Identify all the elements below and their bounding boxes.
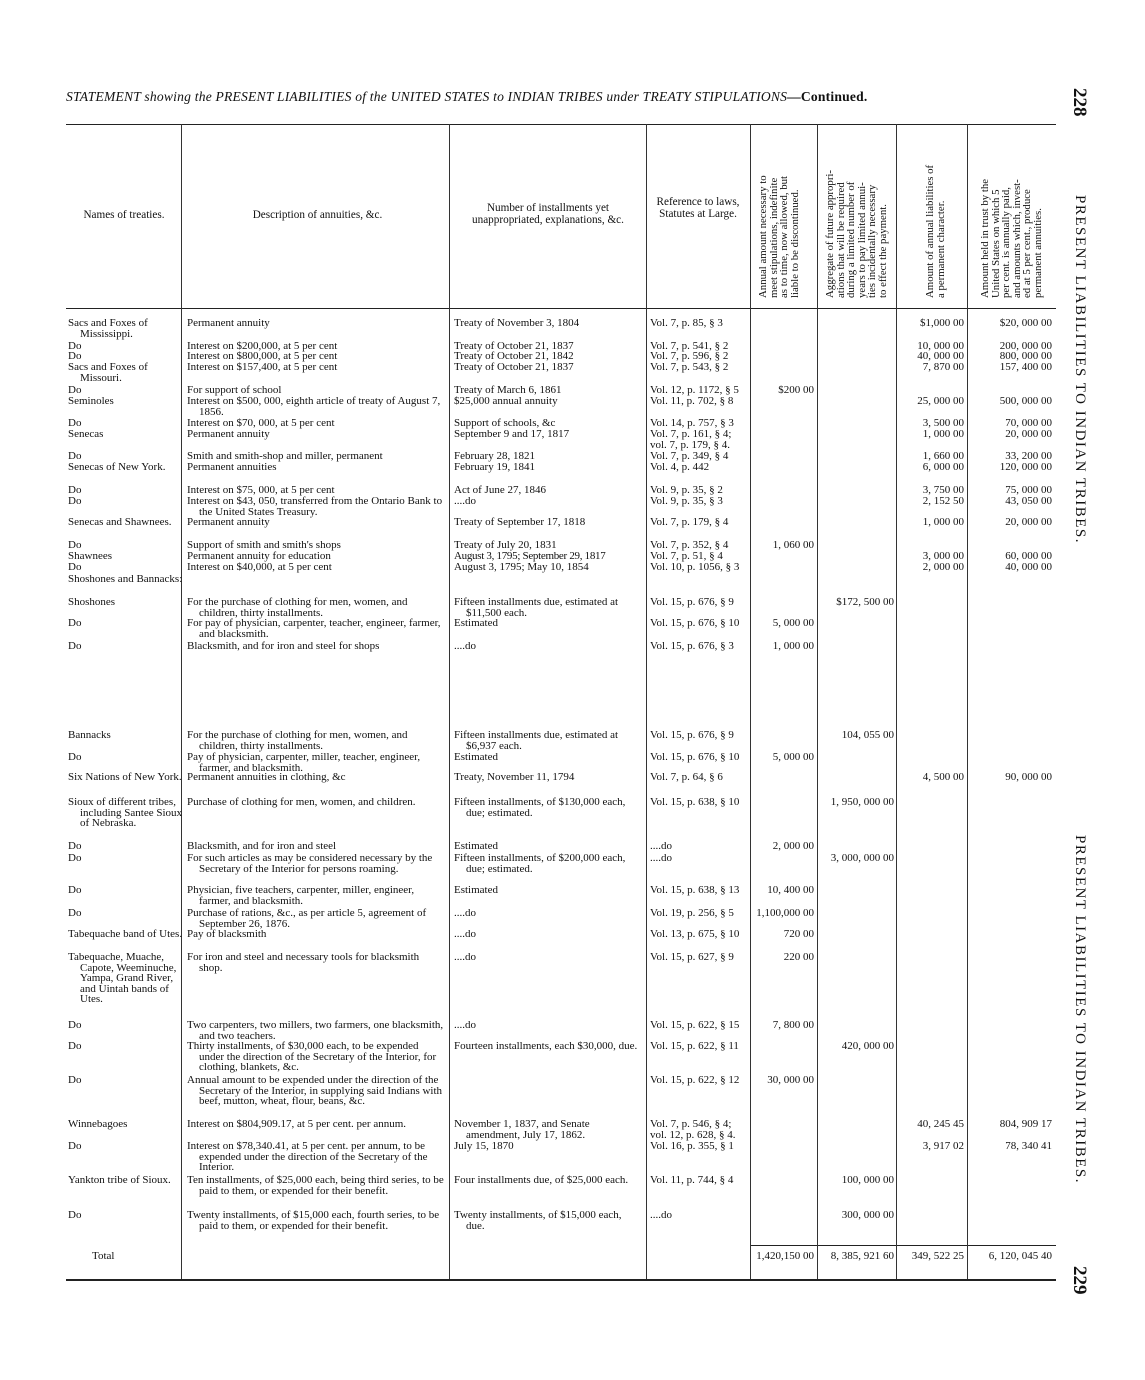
- cell-installments: Treaty of October 21, 1842: [454, 350, 574, 362]
- cell-description: Interest on $157,400, at 5 per cent: [187, 361, 338, 373]
- cell-name: Do: [68, 617, 82, 629]
- cell-installments: Estimated: [454, 840, 498, 852]
- cell-installments: February 28, 1821: [454, 450, 535, 462]
- col-divider-7: [967, 124, 968, 1279]
- cell-installments: Support of schools, &c: [454, 417, 556, 429]
- cell-name: Seminoles: [68, 395, 114, 407]
- cell-installments: July 15, 1870: [454, 1140, 514, 1152]
- cell-installments: Fifteen installments, of $200,000 each, due; estimated.: [454, 852, 626, 875]
- cell-installments: Treaty of July 20, 1831: [454, 539, 557, 551]
- cell-description: Interest on $78,340.41, at 5 per cent. per annum, to be expended under the direction of the Secretary of the Interior.: [187, 1140, 428, 1174]
- cell-reference: Vol. 7, p. 64, § 6: [650, 771, 723, 783]
- total-trust: 6, 120, 045 40: [988, 1250, 1052, 1262]
- cell-trust: 70, 000 00: [1005, 417, 1052, 429]
- cell-name: Do: [68, 450, 82, 462]
- cell-annual: $200 00: [778, 384, 814, 396]
- subtotal-rule: [750, 1245, 1056, 1246]
- cell-annual: 220 00: [783, 951, 814, 963]
- cell-reference: Vol. 7, p. 596, § 2: [650, 350, 729, 362]
- cell-name: Do: [68, 384, 82, 396]
- cell-installments: November 1, 1837, and Senate amendment, July 17, 1862.: [454, 1118, 590, 1141]
- cell-description: Thirty installments, of $30,000 each, to be expended under the direction of the Secretary of the Interior, for clothing, blankets, &c.: [187, 1040, 437, 1074]
- cell-reference: Vol. 15, p. 638, § 13: [650, 884, 740, 896]
- header-trust-line: and amounts which, invest-: [1010, 179, 1023, 298]
- title-text: STATEMENT showing the PRESENT LIABILITIES of the UNITED STATES to INDIAN TRIBES under TREATY STIPULATIONS: [66, 89, 788, 104]
- cell-name: Do: [68, 840, 82, 852]
- cell-trust: 33, 200 00: [1005, 450, 1052, 462]
- cell-annual: 10, 400 00: [767, 884, 814, 896]
- header-annual-line: liable to be discontinued.: [788, 189, 801, 298]
- cell-installments: August 3, 1795; May 10, 1854: [454, 561, 589, 573]
- cell-permanent: $1,000 00: [920, 317, 964, 329]
- cell-permanent: 2, 000 00: [922, 561, 964, 573]
- cell-installments: Four installments due, of $25,000 each.: [454, 1174, 629, 1186]
- cell-annual: 5, 000 00: [772, 751, 814, 763]
- cell-description: Purchase of clothing for men, women, and children.: [187, 796, 416, 808]
- cell-reference: Vol. 7, p. 85, § 3: [650, 317, 723, 329]
- header-aggregate-line: Aggregate of future appropri-: [824, 169, 836, 298]
- cell-description: Blacksmith, and for iron and steel for shops: [187, 640, 380, 652]
- cell-reference: Vol. 15, p. 676, § 10: [650, 617, 740, 629]
- cell-aggregate: 100, 000 00: [841, 1174, 894, 1186]
- total-annual: 1,420,150 00: [756, 1250, 814, 1262]
- cell-description: For the purchase of clothing for men, women, and children, thirty installments.: [187, 596, 408, 619]
- cell-description: Twenty installments, of $15,000 each, fourth series, to be paid to them, or expended for their benefit.: [187, 1209, 440, 1232]
- cell-description: Blacksmith, and for iron and steel: [187, 840, 337, 852]
- cell-trust: $20, 000 00: [999, 317, 1052, 329]
- cell-installments: Estimated: [454, 751, 498, 763]
- cell-description: Permanent annuity for education: [187, 550, 331, 562]
- cell-description: Permanent annuity: [187, 428, 270, 440]
- cell-name: Do: [68, 1074, 82, 1086]
- col-divider-6: [896, 124, 897, 1279]
- cell-reference: ....do: [650, 840, 672, 852]
- cell-installments: September 9 and 17, 1817: [454, 428, 570, 440]
- cell-reference: Vol. 14, p. 757, § 3: [650, 417, 734, 429]
- cell-aggregate: 3, 000, 000 00: [830, 852, 894, 864]
- cell-permanent: 7, 870 00: [922, 361, 964, 373]
- header-aggregate-line: ties incidentally necessary: [866, 184, 878, 298]
- cell-installments: Fifteen installments, of $130,000 each, due; estimated.: [454, 796, 626, 819]
- cell-permanent: 1, 000 00: [922, 428, 964, 440]
- cell-name: Do: [68, 417, 82, 429]
- cell-name: Do: [68, 340, 82, 352]
- cell-permanent: 6, 000 00: [922, 461, 964, 473]
- page-number-top: 228: [1069, 88, 1090, 117]
- header-reference: Reference to laws, Statutes at Large.: [656, 196, 740, 220]
- cell-permanent: 4, 500 00: [922, 771, 964, 783]
- total-label: Total: [92, 1250, 115, 1262]
- cell-installments: Treaty, November 11, 1794: [454, 771, 575, 783]
- cell-installments: Fourteen installments, each $30,000, due.: [454, 1040, 638, 1052]
- cell-reference: Vol. 15, p. 627, § 9: [650, 951, 734, 963]
- cell-reference: Vol. 7, p. 51, § 4: [650, 550, 723, 562]
- cell-description: Permanent annuity: [187, 516, 270, 528]
- cell-permanent: 1, 660 00: [922, 450, 964, 462]
- cell-reference: Vol. 15, p. 622, § 15: [650, 1019, 740, 1031]
- cell-reference: Vol. 10, p. 1056, § 3: [650, 561, 740, 573]
- cell-aggregate: $172, 500 00: [836, 596, 894, 608]
- cell-trust: 200, 000 00: [999, 340, 1052, 352]
- cell-description: Permanent annuities in clothing, &c: [187, 771, 346, 783]
- cell-name: Do: [68, 495, 82, 507]
- cell-aggregate: 104, 055 00: [841, 729, 894, 741]
- cell-trust: 40, 000 00: [1005, 561, 1052, 573]
- cell-name: Sacs and Foxes of Mississippi.: [68, 317, 148, 340]
- cell-name: Do: [68, 640, 82, 652]
- header-trust-line: permanent annuities.: [1031, 208, 1044, 298]
- cell-description: Two carpenters, two millers, two farmers, one blacksmith, and two teachers.: [187, 1019, 444, 1042]
- cell-reference: Vol. 15, p. 622, § 12: [650, 1074, 740, 1086]
- cell-description: For such articles as may be considered necessary by the Secretary of the Interior for persons roaming.: [187, 852, 433, 875]
- cell-description: For support of school: [187, 384, 282, 396]
- cell-description: Smith and smith-shop and miller, permanent: [187, 450, 383, 462]
- cell-description: For the purchase of clothing for men, women, and children, thirty installments.: [187, 729, 408, 752]
- cell-description: Annual amount to be expended under the direction of the Secretary of the Interior, in supplying said Indians with beef, mutton, wheat, flour, beans, &c.: [187, 1074, 443, 1108]
- cell-name: Do: [68, 852, 82, 864]
- cell-reference: Vol. 7, p. 543, § 2: [650, 361, 729, 373]
- cell-name: Do: [68, 350, 82, 362]
- col-divider-2: [449, 124, 450, 1279]
- cell-name: Yankton tribe of Sioux.: [68, 1174, 171, 1186]
- cell-permanent: 25, 000 00: [917, 395, 964, 407]
- header-trust-line: Amount held in trust by the: [979, 178, 991, 298]
- cell-description: Permanent annuities: [187, 461, 277, 473]
- cell-reference: Vol. 9, p. 35, § 3: [650, 495, 723, 507]
- header-permanent-line: a permanent character.: [934, 200, 947, 298]
- cell-description: Interest on $200,000, at 5 per cent: [187, 340, 338, 352]
- header-trust-line: ed at 5 per cent., produce: [1021, 189, 1033, 298]
- cell-permanent: 40, 245 45: [917, 1118, 964, 1130]
- cell-name: Senecas and Shawnees.: [68, 516, 172, 528]
- cell-name: Sacs and Foxes of Missouri.: [68, 361, 148, 384]
- cell-installments: ....do: [454, 907, 476, 919]
- cell-description: Pay of blacksmith: [187, 928, 267, 940]
- cell-trust: 78, 340 41: [1005, 1140, 1052, 1152]
- col-divider-1: [181, 124, 182, 1279]
- cell-reference: Vol. 7, p. 546, § 4; vol. 12, p. 628, § 4.: [650, 1118, 736, 1141]
- cell-trust: 804, 909 17: [999, 1118, 1052, 1130]
- cell-reference: Vol. 15, p. 676, § 3: [650, 640, 734, 652]
- page-number-bottom: 229: [1069, 1266, 1090, 1295]
- header-annual-line: Annual amount necessary to: [757, 175, 769, 298]
- cell-description: Interest on $70, 000, at 5 per cent: [187, 417, 335, 429]
- cell-permanent: 3, 750 00: [922, 484, 964, 496]
- cell-installments: ....do: [454, 951, 476, 963]
- cell-reference: Vol. 7, p. 349, § 4: [650, 450, 729, 462]
- cell-permanent: 10, 000 00: [917, 340, 964, 352]
- header-annual-line: as to time, now allowed, but: [778, 175, 790, 298]
- cell-name: Do: [68, 884, 82, 896]
- cell-description: Pay of physician, carpenter, miller, teacher, engineer, farmer, and blacksmith.: [187, 751, 421, 774]
- cell-trust: 20, 000 00: [1005, 516, 1052, 528]
- cell-description: Permanent annuity: [187, 317, 270, 329]
- cell-annual: 5, 000 00: [772, 617, 814, 629]
- col-divider-5: [817, 124, 818, 1279]
- cell-permanent: 40, 000 00: [917, 350, 964, 362]
- cell-reference: Vol. 9, p. 35, § 2: [650, 484, 723, 496]
- cell-description: Interest on $800,000, at 5 per cent: [187, 350, 338, 362]
- cell-trust: 90, 000 00: [1005, 771, 1052, 783]
- cell-name: Do: [68, 1140, 82, 1152]
- cell-name: Do: [68, 484, 82, 496]
- header-aggregate-line: to effect the payment.: [876, 204, 889, 298]
- header-annual-amount: [758, 175, 800, 298]
- cell-installments: August 3, 1795; September 29, 1817: [454, 550, 606, 562]
- cell-trust: 157, 400 00: [999, 361, 1052, 373]
- cell-installments: Estimated: [454, 617, 498, 629]
- cell-name: Do: [68, 539, 82, 551]
- cell-permanent: 3, 500 00: [922, 417, 964, 429]
- header-installments: Number of installments yet unappropriated, explanations, &c.: [472, 202, 624, 226]
- header-trust: [980, 179, 1043, 298]
- cell-installments: Treaty of October 21, 1837: [454, 361, 574, 373]
- title-continued: —Continued.: [787, 89, 868, 104]
- header-trust-line: per cent. is annually paid,: [1000, 187, 1012, 298]
- cell-name: Senecas: [68, 428, 104, 440]
- cell-reference: Vol. 15, p. 676, § 10: [650, 751, 740, 763]
- cell-name: Do: [68, 561, 82, 573]
- cell-reference: Vol. 7, p. 541, § 2: [650, 340, 729, 352]
- cell-name: Tabequache band of Utes.: [68, 928, 183, 940]
- cell-description: For pay of physician, carpenter, teacher, engineer, farmer, and blacksmith.: [187, 617, 441, 640]
- cell-name: Do: [68, 751, 82, 763]
- cell-permanent: 2, 152 50: [922, 495, 964, 507]
- cell-reference: Vol. 15, p. 676, § 9: [650, 729, 734, 741]
- cell-name: Shoshones: [68, 596, 116, 608]
- cell-installments: $25,000 annual annuity: [454, 395, 558, 407]
- cell-reference: Vol. 15, p. 622, § 11: [650, 1040, 739, 1052]
- cell-installments: ....do: [454, 1019, 476, 1031]
- cell-name: Do: [68, 907, 82, 919]
- cell-reference: Vol. 7, p. 352, § 4: [650, 539, 729, 551]
- cell-name: Shawnees: [68, 550, 112, 562]
- side-heading-lower: PRESENT LIABILITIES TO INDIAN TRIBES.: [1072, 835, 1088, 1184]
- cell-reference: Vol. 19, p. 256, § 5: [650, 907, 734, 919]
- cell-reference: Vol. 15, p. 676, § 9: [650, 596, 734, 608]
- cell-aggregate: 420, 000 00: [841, 1040, 894, 1052]
- cell-description: Interest on $43, 050, transferred from the Ontario Bank to the United States Treasury.: [187, 495, 443, 518]
- cell-installments: Treaty of March 6, 1861: [454, 384, 562, 396]
- cell-installments: Treaty of October 21, 1837: [454, 340, 574, 352]
- cell-installments: Treaty of November 3, 1804: [454, 317, 580, 329]
- cell-annual: 30, 000 00: [767, 1074, 814, 1086]
- total-permanent: 349, 522 25: [911, 1250, 964, 1262]
- cell-aggregate: 1, 950, 000 00: [830, 796, 894, 808]
- header-permanent-line: Amount of annual liabilities of: [924, 164, 936, 298]
- cell-name: Senecas of New York.: [68, 461, 166, 473]
- cell-trust: 500, 000 00: [999, 395, 1052, 407]
- cell-trust: 43, 050 00: [1005, 495, 1052, 507]
- header-aggregate-line: ations that will be required: [834, 182, 847, 298]
- cell-annual: 2, 000 00: [772, 840, 814, 852]
- cell-permanent: 3, 917 02: [922, 1140, 964, 1152]
- header-description: Description of annuities, &c.: [252, 209, 383, 221]
- cell-name: Bannacks: [68, 729, 111, 741]
- cell-name: Shoshones and Bannacks:: [68, 573, 183, 585]
- cell-reference: Vol. 15, p. 638, § 10: [650, 796, 740, 808]
- cell-installments: Treaty of September 17, 1818: [454, 516, 586, 528]
- cell-description: Purchase of rations, &c., as per article 5, agreement of September 26, 1876.: [187, 907, 427, 930]
- cell-annual: 1,100,000 00: [756, 907, 814, 919]
- header-permanent: [925, 165, 946, 298]
- cell-reference: Vol. 16, p. 355, § 1: [650, 1140, 734, 1152]
- cell-name: Do: [68, 1209, 82, 1221]
- cell-installments: Fifteen installments due, estimated at $6,937 each.: [454, 729, 619, 752]
- cell-reference: ....do: [650, 852, 672, 864]
- cell-reference: Vol. 4, p. 442: [650, 461, 710, 473]
- cell-reference: Vol. 7, p. 161, § 4; vol. 7, p. 179, § 4.: [650, 428, 732, 451]
- cell-annual: 720 00: [783, 928, 814, 940]
- cell-installments: February 19, 1841: [454, 461, 535, 473]
- cell-description: Interest on $804,909.17, at 5 per cent. per annum.: [187, 1118, 407, 1130]
- cell-reference: Vol. 11, p. 702, § 8: [650, 395, 734, 407]
- cell-annual: 1, 060 00: [772, 539, 814, 551]
- cell-description: Interest on $40,000, at 5 per cent: [187, 561, 332, 573]
- cell-description: Interest on $75, 000, at 5 per cent: [187, 484, 335, 496]
- cell-trust: 800, 000 00: [999, 350, 1052, 362]
- cell-description: Physician, five teachers, carpenter, miller, engineer, farmer, and blacksmith.: [187, 884, 415, 907]
- cell-name: Six Nations of New York.: [68, 771, 182, 783]
- total-aggregate: 8, 385, 921 60: [830, 1250, 894, 1262]
- cell-trust: 20, 000 00: [1005, 428, 1052, 440]
- cell-annual: 1, 000 00: [772, 640, 814, 652]
- cell-reference: Vol. 7, p. 179, § 4: [650, 516, 729, 528]
- header-names: Names of treaties.: [83, 209, 165, 221]
- cell-name: Do: [68, 1019, 82, 1031]
- side-heading-upper: PRESENT LIABILITIES TO INDIAN TRIBES.: [1072, 195, 1088, 544]
- cell-installments: ....do: [454, 640, 476, 652]
- cell-name: Winnebagoes: [68, 1118, 128, 1130]
- table-top-rule: [66, 124, 1056, 125]
- table-bottom-rule: [66, 1279, 1056, 1281]
- header-bottom-rule: [66, 308, 1056, 309]
- header-trust-line: United States on which 5: [989, 189, 1002, 298]
- cell-trust: 75, 000 00: [1005, 484, 1052, 496]
- header-aggregate-line: during a limited number of: [845, 181, 857, 298]
- cell-description: Support of smith and smith's shops: [187, 539, 341, 551]
- cell-installments: ....do: [454, 928, 476, 940]
- col-divider-4: [750, 124, 751, 1279]
- cell-trust: 120, 000 00: [999, 461, 1052, 473]
- page-title: [66, 89, 1056, 105]
- cell-aggregate: 300, 000 00: [841, 1209, 894, 1221]
- cell-permanent: 1, 000 00: [922, 516, 964, 528]
- cell-annual: 7, 800 00: [772, 1019, 814, 1031]
- cell-installments: Fifteen installments due, estimated at $11,500 each.: [454, 596, 619, 619]
- cell-installments: Estimated: [454, 884, 498, 896]
- cell-permanent: 3, 000 00: [922, 550, 964, 562]
- cell-name: Sioux of different tribes, including Santee Sioux of Nebraska.: [68, 796, 183, 830]
- header-aggregate: [825, 170, 888, 298]
- header-annual-line: meet stipulations, indefinite: [767, 177, 780, 298]
- col-divider-3: [646, 124, 647, 1279]
- cell-reference: ....do: [650, 1209, 672, 1221]
- cell-description: Ten installments, of $25,000 each, being third series, to be paid to them, or expended for their benefit.: [187, 1174, 444, 1197]
- cell-name: Do: [68, 1040, 82, 1052]
- cell-installments: Twenty installments, of $15,000 each, due.: [454, 1209, 622, 1232]
- cell-description: For iron and steel and necessary tools for blacksmith shop.: [187, 951, 420, 974]
- cell-installments: Act of June 27, 1846: [454, 484, 546, 496]
- header-aggregate-line: years to pay limited annui-: [855, 182, 868, 298]
- cell-reference: Vol. 12, p. 1172, § 5: [650, 384, 739, 396]
- cell-description: Interest on $500, 000, eighth article of treaty of August 7, 1856.: [187, 395, 441, 418]
- cell-name: Tabequache, Muache, Capote, Weeminuche, Yampa, Grand River, and Uintah bands of Utes.: [68, 951, 177, 1006]
- cell-reference: Vol. 13, p. 675, § 10: [650, 928, 740, 940]
- cell-reference: Vol. 11, p. 744, § 4: [650, 1174, 734, 1186]
- cell-installments: ....do: [454, 495, 476, 507]
- cell-trust: 60, 000 00: [1005, 550, 1052, 562]
